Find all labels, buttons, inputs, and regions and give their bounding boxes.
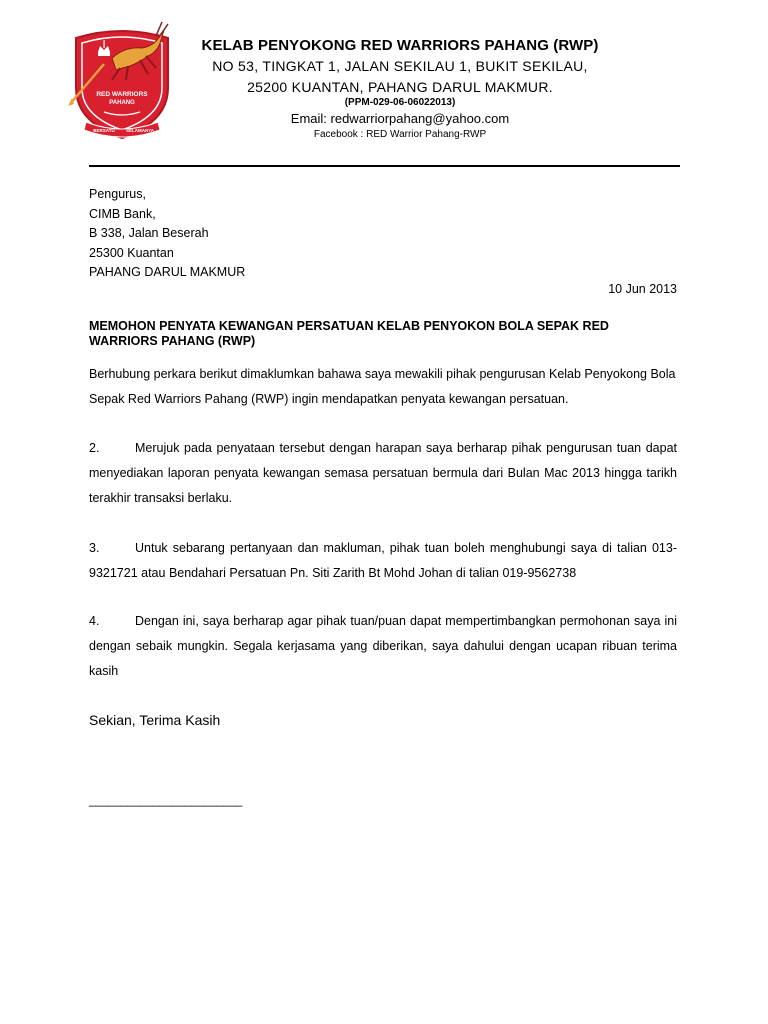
facebook-page: RED Warrior Pahang-RWP — [366, 129, 487, 140]
recipient-line: B 338, Jalan Beserah — [89, 226, 209, 240]
email-address[interactable]: redwarriorpahang@yahoo.com — [330, 111, 510, 126]
registration-number: (PPM-029-06-06022013) — [344, 97, 456, 108]
logo-line2: PAHANG — [109, 100, 135, 106]
club-name: KELAB PENYOKONG RED WARRIORS PAHANG (RWP) — [201, 37, 599, 54]
paragraph-text: Dengan ini, saya berharap agar pihak tuan/puan dapat mempertimbangkan permohonan saya ini dengan sebaik mungkin. Segala kerjasama yang diberikan, saya dahului dengan ucapan ribuan terima kasih — [89, 614, 677, 678]
recipient-line: CIMB Bank, — [89, 206, 156, 221]
signature-line: ________________________ — [89, 793, 242, 807]
paragraph-number: 3. — [89, 541, 100, 555]
paragraph-4 — [89, 609, 677, 684]
logo-line1: RED WARRIORS — [96, 91, 148, 98]
logo-ribbon-left: BERSATU — [93, 128, 115, 133]
paragraph-3 — [89, 536, 677, 586]
closing-text: Sekian, Terima Kasih — [89, 712, 221, 728]
facebook-label: Facebook : — [313, 129, 367, 140]
recipient-line: 25300 Kuantan — [89, 245, 174, 260]
recipient-address — [89, 185, 245, 283]
paragraph-text: Untuk sebarang pertanyaan dan makluman, pihak tuan boleh menghubungi saya di talian 013-9321721 atau Bendahari Persatuan Pn. Siti Zarith Bt Mohd Johan di talian 019-9562738 — [89, 541, 677, 580]
email-label: Email: — [290, 111, 331, 126]
club-address-line1: NO 53, TINGKAT 1, JALAN SEKILAU 1, BUKIT SEKILAU, — [212, 58, 588, 74]
paragraph-text: Merujuk pada penyataan tersebut dengan harapan saya berharap pihak pengurusan tuan dapat menyediakan laporan penyata kewangan semasa persatuan bermula dari Bulan Mac 2013 hingga tarikh terakhir transaksi berlaku. — [89, 441, 677, 505]
paragraph-1: Berhubung perkara berikut dimaklumkan bahawa saya mewakili pihak pengurusan Kelab Penyokong Bola Sepak Red Warriors Pahang (RWP) ingin mendapatkan penyata kewangan persatuan. — [89, 367, 676, 406]
paragraph-2 — [89, 436, 677, 511]
logo-ribbon-right: SELAMANYA — [125, 128, 155, 133]
club-logo — [64, 18, 180, 142]
recipient-line: PAHANG DARUL MAKMUR — [89, 265, 246, 279]
header-divider — [89, 165, 680, 167]
club-address-line2: 25200 KUANTAN, PAHANG DARUL MAKMUR. — [247, 79, 553, 95]
letter-date: 10 Jun 2013 — [608, 282, 677, 296]
club-facebook — [200, 129, 600, 140]
recipient-line: Pengurus, — [89, 187, 146, 201]
paragraph-number: 2. — [89, 441, 100, 455]
paragraph-number: 4. — [89, 614, 100, 628]
club-email — [200, 111, 600, 126]
letter-subject: MEMOHON PENYATA KEWANGAN PERSATUAN KELAB PENYOKON BOLA SEPAK RED WARRIORS PAHANG (RWP) — [89, 319, 609, 348]
